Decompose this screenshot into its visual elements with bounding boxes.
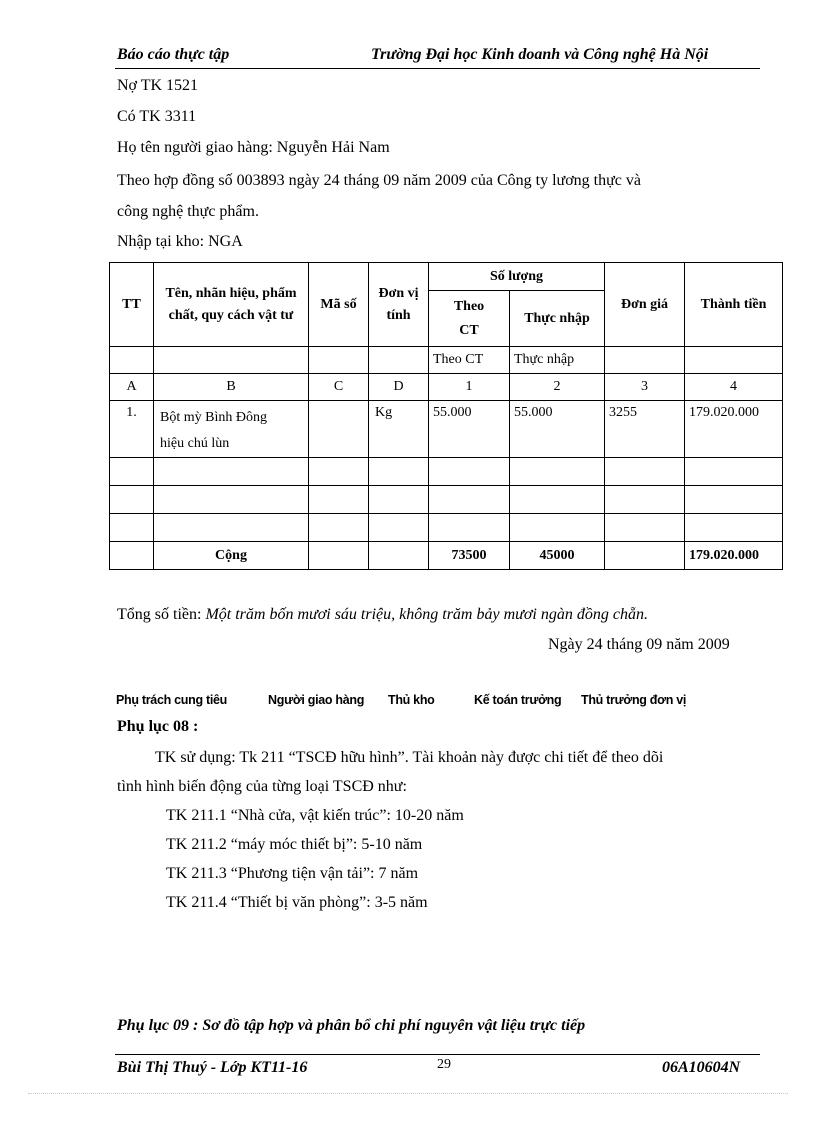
letter-a: A [110, 374, 154, 401]
col-header-qty-doc: Theo CT [429, 291, 510, 347]
table-row-empty [110, 458, 783, 486]
signature-purchasing: Phụ trách cung tiêu [116, 693, 227, 707]
contract-line-2: công nghệ thực phẩm. [117, 203, 259, 220]
col-header-total: Thành tiền [685, 263, 783, 347]
item-no: 1. [110, 401, 154, 458]
amount-words-label: Tổng số tiền: [117, 606, 202, 623]
letter-2: 2 [510, 374, 605, 401]
debit-account-line: Nợ TK 1521 [117, 77, 199, 94]
item-name: Bột mỳ Bình Đông hiệu chú lùn [154, 401, 309, 458]
col-header-unit: Đơn vị tính [369, 263, 429, 347]
col-header-tt: TT [110, 263, 154, 347]
appendix-08-item: TK 211.1 “Nhà cửa, vật kiến trúc”: 10-20 năm [166, 807, 464, 824]
table-row-empty [110, 514, 783, 542]
appendix-08-title: Phụ lục 08 : [117, 718, 199, 735]
signature-chief-accountant: Kế toán trưởng [474, 693, 562, 707]
appendix-08-paragraph-line-1: TK sử dụng: Tk 211 “TSCĐ hữu hình”. Tài khoản này được chi tiết để theo dõi [155, 749, 664, 766]
amount-words-text: Một trăm bốn mươi sáu triệu, không trăm bảy mươi ngàn đồng chẵn. [205, 606, 648, 623]
table-row-empty [110, 486, 783, 514]
amount-in-words [117, 606, 648, 624]
table-row-item [110, 401, 783, 458]
table-row-total [110, 542, 783, 570]
total-label: Cộng [154, 542, 309, 570]
footer-left: Bùi Thị Thuý - Lớp KT11-16 [117, 1059, 308, 1076]
letter-3: 3 [605, 374, 685, 401]
header-right: Trường Đại học Kinh doanh và Công nghệ Hà Nội [371, 46, 709, 63]
item-total: 179.020.000 [685, 401, 783, 458]
appendix-08-item: TK 211.4 “Thiết bị văn phòng”: 3-5 năm [166, 894, 428, 911]
total-amount: 179.020.000 [685, 542, 783, 570]
date-line: Ngày 24 tháng 09 năm 2009 [548, 636, 730, 653]
appendix-08-item: TK 211.3 “Phương tiện vận tải”: 7 năm [166, 865, 419, 882]
page-number: 29 [437, 1057, 451, 1072]
signature-unit-head: Thủ trưởng đơn vị [581, 693, 687, 707]
signature-deliverer: Người giao hàng [268, 693, 365, 707]
goods-receipt-table [109, 262, 783, 570]
appendix-08-item: TK 211.2 “máy móc thiết bị”: 5-10 năm [166, 836, 423, 853]
item-price: 3255 [605, 401, 685, 458]
col-header-price: Đơn giá [605, 263, 685, 347]
col-header-qty-actual: Thực nhập [510, 291, 605, 347]
credit-account-line: Có TK 3311 [117, 108, 197, 125]
appendix-09-title: Phụ lục 09 : Sơ đồ tập hợp và phân bổ chi phí nguyên vật liệu trực tiếp [117, 1017, 586, 1034]
deliverer-line: Họ tên người giao hàng: Nguyễn Hải Nam [117, 139, 390, 156]
letter-1: 1 [429, 374, 510, 401]
item-unit: Kg [369, 401, 429, 458]
contract-line-1: Theo hợp đồng số 003893 ngày 24 tháng 09 năm 2009 của Công ty lương thực và [117, 172, 641, 189]
header-rule [115, 68, 760, 69]
letter-c: C [309, 374, 369, 401]
footer-rule [115, 1054, 760, 1055]
sub-qty-actual: Thực nhập [510, 347, 605, 374]
signature-storekeeper: Thủ kho [388, 693, 435, 707]
page-boundary-dotted-line [28, 1093, 788, 1094]
letter-d: D [369, 374, 429, 401]
col-header-code: Mã số [309, 263, 369, 347]
table-row-letters [110, 374, 783, 401]
col-header-name: Tên, nhãn hiệu, phẩm chất, quy cách vật tư [154, 263, 309, 347]
letter-b: B [154, 374, 309, 401]
col-header-quantity: Số lượng [429, 263, 605, 291]
appendix-08-paragraph-line-2: tình hình biến động của từng loại TSCĐ như: [117, 778, 407, 795]
header-left: Báo cáo thực tập [117, 46, 230, 63]
sub-qty-doc: Theo CT [429, 347, 510, 374]
total-qty-doc: 73500 [429, 542, 510, 570]
total-qty-actual: 45000 [510, 542, 605, 570]
warehouse-line: Nhập tại kho: NGA [117, 233, 243, 250]
letter-4: 4 [685, 374, 783, 401]
item-qty-actual: 55.000 [510, 401, 605, 458]
item-qty-doc: 55.000 [429, 401, 510, 458]
table-row-subheader [110, 347, 783, 374]
footer-right: 06A10604N [662, 1059, 741, 1076]
item-code [309, 401, 369, 458]
